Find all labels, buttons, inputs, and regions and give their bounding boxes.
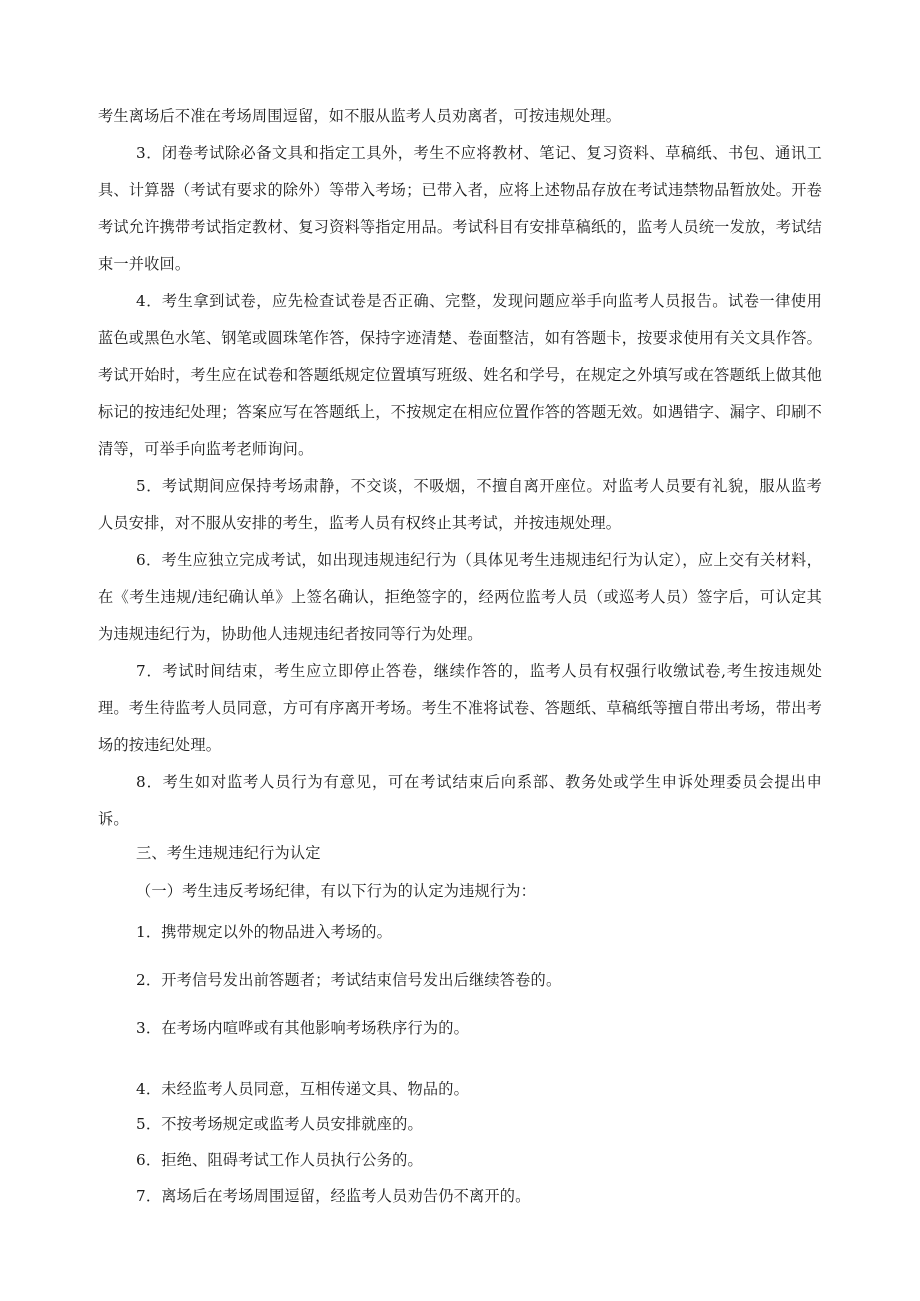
violation-item-2: 2．开考信号发出前答题者；考试结束信号发出后继续答卷的。 xyxy=(136,971,562,989)
violation-item-7: 7．离场后在考场周围逗留，经监考人员劝告仍不离开的。 xyxy=(136,1187,531,1205)
subsection-heading: （一）考生违反考场纪律，有以下行为的认定为违规行为： xyxy=(136,882,537,900)
rule-item-7: 7．考试时间结束，考生应立即停止答卷，继续作答的，监考人员有权强行收缴试卷,考生按违规处理。考生待监考人员同意，方可有序离开考场。考生不准将试卷、答题纸、草稿纸等擅自带出考场，带出考场的按违纪处理。 xyxy=(98,662,822,754)
rule-item-6: 6．考生应独立完成考试，如出现违规违纪行为（具体见考生违规违纪行为认定），应上交有关材料，在《考生违规/违纪确认单》上签名确认，拒绝签字的，经两位监考人员（或巡考人员）签字后，可认定其为违规违纪行为，协助他人违规违纪者按同等行为处理。 xyxy=(98,551,822,643)
rule-item-5: 5．考试期间应保持考场肃静，不交谈，不吸烟，不擅自离开座位。对监考人员要有礼貌，服从监考人员安排，对不服从安排的考生，监考人员有权终止其考试，并按违规处理。 xyxy=(98,477,822,532)
violation-item-1: 1．携带规定以外的物品进入考场的。 xyxy=(136,923,393,941)
violation-item-6: 6．拒绝、阻碍考试工作人员执行公务的。 xyxy=(136,1151,423,1169)
violation-item-5: 5．不按考场规定或监考人员安排就座的。 xyxy=(136,1115,423,1133)
paragraph-continuation: 考生离场后不准在考场周围逗留，如不服从监考人员劝离者，可按违规处理。 xyxy=(98,107,622,125)
section-heading: 三、考生违规违纪行为认定 xyxy=(136,844,321,862)
rule-item-4: 4．考生拿到试卷，应先检查试卷是否正确、完整，发现问题应举手向监考人员报告。试卷一律使用蓝色或黑色水笔、钢笔或圆珠笔作答，保持字迹清楚、卷面整洁，如有答题卡，按要求使用有关文具作答。考试开始时，考生应在试卷和答题纸规定位置填写班级、姓名和学号，在规定之外填写或在答题纸上做其他标记的按违纪处理；答案应写在答题纸上，不按规定在相应位置作答的答题无效。如遇错字、漏字、印刷不清等，可举手向监考老师询问。 xyxy=(98,292,822,458)
violation-item-4: 4．未经监考人员同意，互相传递文具、物品的。 xyxy=(136,1080,470,1098)
rule-item-3: 3．闭卷考试除必备文具和指定工具外，考生不应将教材、笔记、复习资料、草稿纸、书包、通讯工具、计算器（考试有要求的除外）等带入考场；已带入者，应将上述物品存放在考试违禁物品暂放处。开卷考试允许携带考试指定教材、复习资料等指定用品。考试科目有安排草稿纸的，监考人员统一发放，考试结束一并收回。 xyxy=(98,144,822,273)
rule-item-8: 8．考生如对监考人员行为有意见，可在考试结束后向系部、教务处或学生申诉处理委员会提出申诉。 xyxy=(98,773,822,828)
violation-item-3: 3．在考场内喧哗或有其他影响考场秩序行为的。 xyxy=(136,1019,470,1037)
